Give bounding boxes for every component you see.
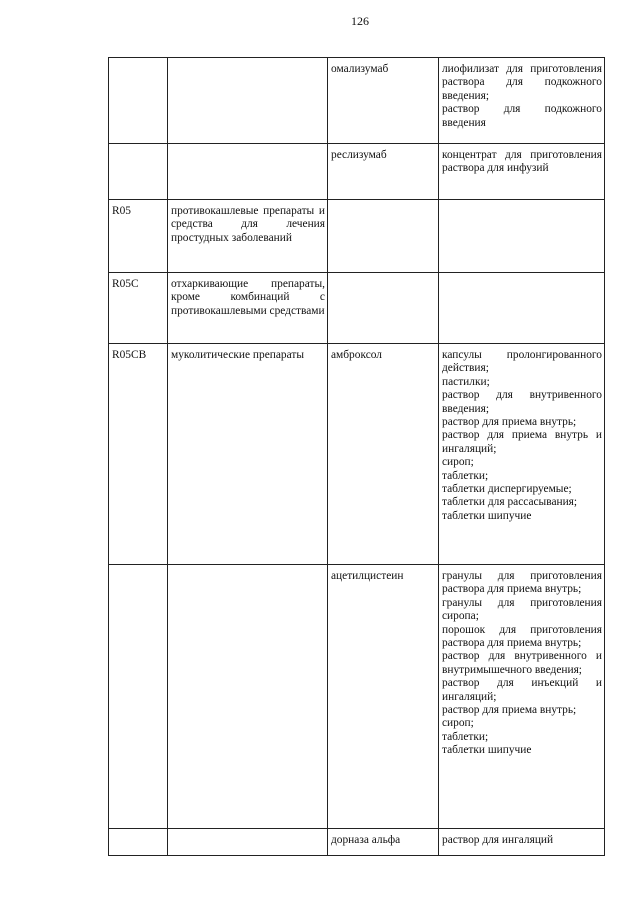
dosage-form-item: раствор для внутривенного введения; [442, 389, 602, 415]
table-row [109, 58, 605, 144]
drug-name-cell: ацетилцистеин [328, 565, 439, 829]
atc-code-cell [109, 58, 168, 144]
dosage-form-item: таблетки диспергируемые; [442, 483, 572, 496]
group-cell [168, 58, 328, 144]
table-row [109, 200, 605, 273]
dosage-form-item: раствор для ингаляций [442, 834, 554, 846]
drug-table [108, 57, 605, 856]
atc-code-cell: R05CB [109, 344, 168, 565]
dosage-form-item: капсулы пролонгированного действия; [442, 349, 602, 375]
dosage-form-cell [439, 344, 605, 565]
dosage-form-item: раствор для подкожного введения [442, 103, 602, 129]
dosage-form-item: таблетки; [442, 730, 489, 743]
group-cell: отхаркивающие препараты, кроме комбинаций с противокашлевыми средствами [168, 273, 328, 344]
dosage-form-item: гранулы для приготовления раствора для приема внутрь; [442, 570, 602, 596]
dosage-form-item: раствор для приема внутрь; [442, 416, 577, 429]
group-cell [168, 144, 328, 200]
group-cell [168, 829, 328, 856]
dosage-form-item: раствор для инъекций и ингаляций; [442, 677, 602, 703]
table-row [109, 273, 605, 344]
dosage-form-cell [439, 58, 605, 144]
drug-name-cell: дорназа альфа [328, 829, 439, 856]
dosage-form-item: сироп; [442, 456, 474, 469]
table-row [109, 565, 605, 829]
group-cell: противокашлевые препараты и средства для лечения простудных заболеваний [168, 200, 328, 273]
dosage-form-item: порошок для приготовления раствора для приема внутрь; [442, 623, 602, 650]
dosage-form-item: таблетки для рассасывания; [442, 496, 578, 509]
dosage-form-item: раствор для приема внутрь; [442, 704, 577, 717]
dosage-form-cell [439, 829, 605, 856]
dosage-form-item: таблетки; [442, 469, 489, 482]
group-cell [168, 565, 328, 829]
dosage-form-item: пастилки; [442, 375, 490, 388]
table-row [109, 344, 605, 565]
dosage-form-cell [439, 273, 605, 344]
dosage-form-item: гранулы для приготовления сиропа; [442, 596, 602, 623]
drug-name-cell: реслизумаб [328, 144, 439, 200]
dosage-form-cell [439, 565, 605, 829]
drug-name-cell: омализумаб [328, 58, 439, 144]
drug-name-cell: амброксол [328, 344, 439, 565]
dosage-form-item: сироп; [442, 717, 474, 730]
dosage-form-cell [439, 200, 605, 273]
atc-code-cell: R05C [109, 273, 168, 344]
dosage-form-item: раствор для внутривенного и внутримышечного введения; [442, 650, 602, 676]
page-number: 126 [351, 14, 369, 28]
table-row [109, 144, 605, 200]
atc-code-cell [109, 144, 168, 200]
group-cell: муколитические препараты [168, 344, 328, 565]
table-row [109, 829, 605, 856]
dosage-form-item: концентрат для приготовления раствора для инфузий [442, 149, 602, 175]
drug-name-cell [328, 273, 439, 344]
atc-code-cell [109, 829, 168, 856]
atc-code-cell: R05 [109, 200, 168, 273]
dosage-form-item: таблетки шипучие [442, 509, 532, 522]
atc-code-cell [109, 565, 168, 829]
dosage-form-cell [439, 144, 605, 200]
dosage-form-item: таблетки шипучие [442, 744, 532, 757]
dosage-form-item: раствор для приема внутрь и ингаляций; [442, 429, 602, 455]
dosage-form-item: лиофилизат для приготовления раствора для подкожного введения; [442, 63, 602, 102]
drug-name-cell [328, 200, 439, 273]
